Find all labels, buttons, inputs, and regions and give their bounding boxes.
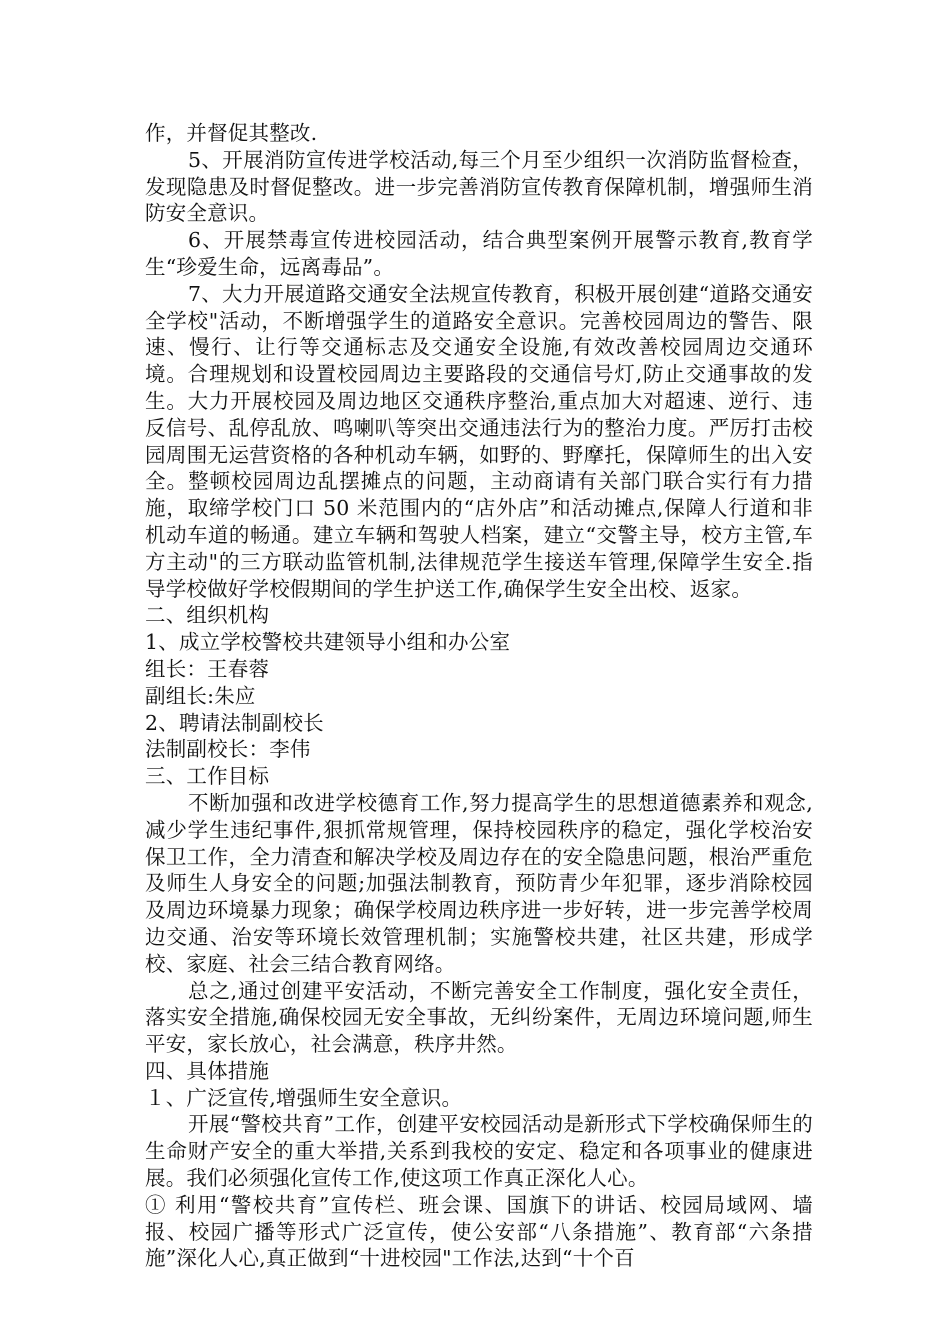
paragraph-fire-safety: 5、开展消防宣传进学校活动,每三个月至少组织一次消防监督检查，发现隐患及时督促整改。进一步完善消防宣传教育保障机制，增强师生消防安全意识。	[145, 147, 813, 226]
section-heading-goals: 三、工作目标	[145, 764, 270, 789]
paragraph-continuation: 作，并督促其整改.	[145, 121, 318, 145]
list-item-legal-vice-principal-name: 法制副校长：李伟	[145, 737, 311, 762]
paragraph-summary: 总之,通过创建平安活动，不断完善安全工作制度，强化安全责任，落实安全措施,确保校园无安全事故，无纠纷案件，无周边环境问题,师生平安，家长放心，社会满意，秩序井然。	[145, 978, 813, 1057]
paragraph-publicity-channels: ① 利用“警校共育”宣传栏、班会课、国旗下的讲话、校园局域网、墙报、校园广播等形式广泛宣传，使公安部“八条措施”、教育部“六条措施”深化人心,真正做到“十进校园"工作法,达到“十个百	[145, 1192, 813, 1271]
paragraph-publicity: 开展“警校共育”工作，创建平安校园活动是新形式下学校确保师生的生命财产安全的重大举措,关系到我校的安定、稳定和各项事业的健康进展。我们必须强化宣传工作,使这项工作真正深化人心。	[145, 1112, 813, 1191]
list-item-deputy-leader: 副组长:朱应	[145, 683, 256, 708]
paragraph-anti-drug: 6、开展禁毒宣传进校园活动，结合典型案例开展警示教育,教育学生“珍爱生命，远离毒品”。	[145, 228, 813, 279]
list-item-group-leader: 组长：王春蓉	[145, 656, 270, 681]
paragraph-traffic-safety: 7、大力开展道路交通安全法规宣传教育，积极开展创建“道路交通安全学校"活动，不断增强学生的道路安全意识。完善校园周边的警告、限速、慢行、让行等交通标志及交通安全设施,有效改善校园周边交通环境。合理规划和设置校园周边主要路段的交通信号灯,防止交通事故的发生。大力开展校园及周边地区交通秩序整治,重点加大对超速、逆行、违反信号、乱停乱放、鸣喇叭等突出交通违法行为的整治力度。严厉打击校园周围无运营资格的各种机动车辆，如野的、野摩托，保障师生的出入安全。整顿校园周边乱摆摊点的问题，主动商请有关部门联合实行有力措施，取缔学校门口 50 米范围内的“店外店”和活动摊点,保障人行道和非机动车道的畅通。建立车辆和驾驶人档案，建立“交警主导，校方主管,车方主动"的三方联动监管机制,法律规范学生接送车管理,保障学生安全.指导学校做好学校假期间的学生护送工作,确保学生安全出校、返家。	[145, 281, 813, 601]
list-item-leading-group: 1、成立学校警校共建领导小组和办公室	[145, 630, 511, 655]
list-item-publicity: １、广泛宣传,增强师生安全意识。	[145, 1085, 463, 1110]
section-heading-organization: 二、组织机构	[145, 603, 270, 628]
list-item-legal-vice-principal: 2、聘请法制副校长	[145, 710, 324, 735]
document-body	[145, 120, 813, 1272]
paragraph-goals: 不断加强和改进学校德育工作,努力提高学生的思想道德素养和观念,减少学生违纪事件,狠抓常规管理，保持校园秩序的稳定，强化学校治安保卫工作，全力清查和解决学校及周边存在的安全隐患问题，根治严重危及师生人身安全的问题;加强法制教育，预防青少年犯罪，逐步消除校园及周边环境暴力现象；确保学校周边秩序进一步好转，进一步完善学校周边交通、治安等环境长效管理机制；实施警校共建，社区共建，形成学校、家庭、社会三结合教育网络。	[145, 790, 813, 976]
section-heading-measures: 四、具体措施	[145, 1058, 270, 1083]
